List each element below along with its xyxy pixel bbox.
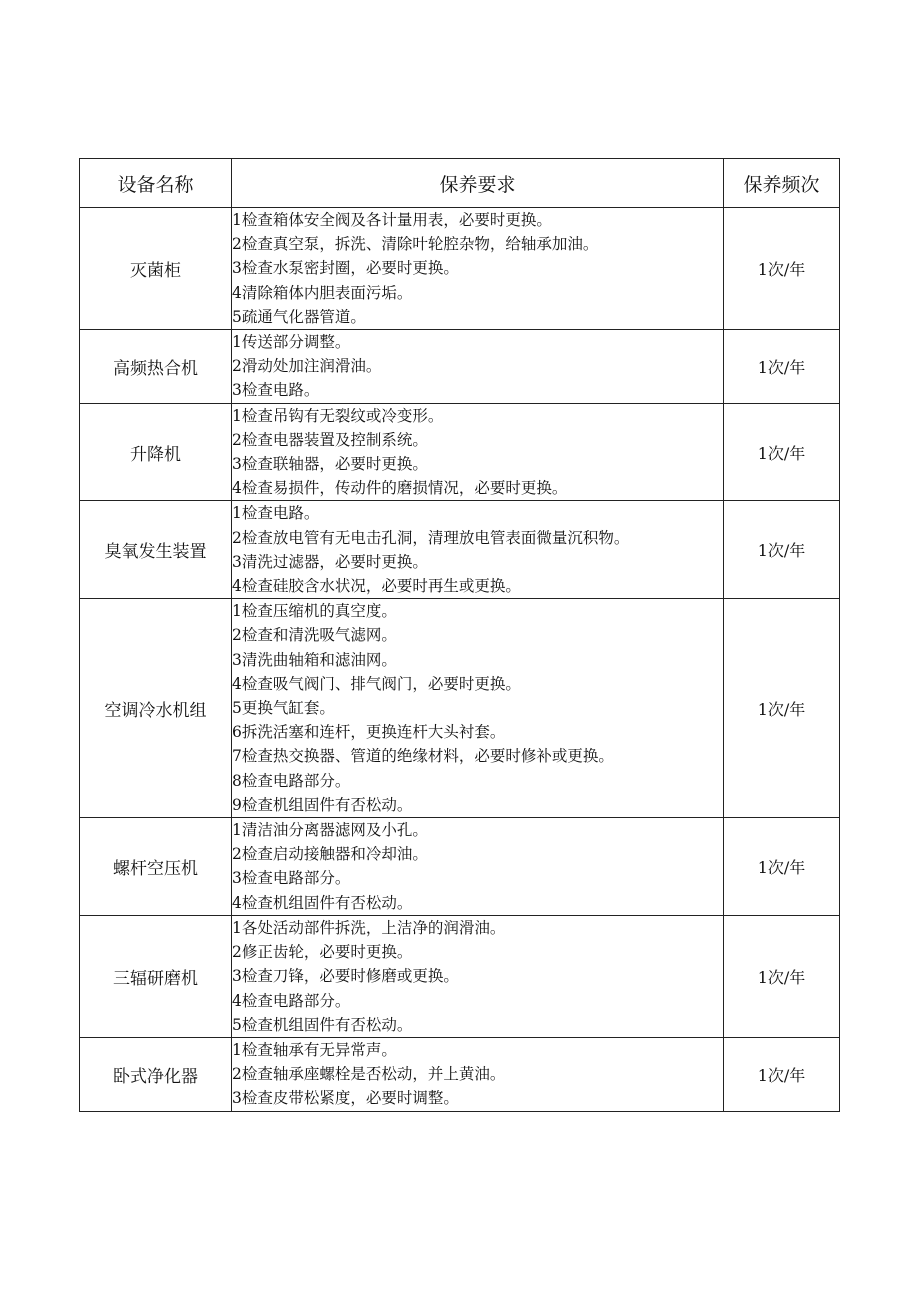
requirement-item: 2检查和清洗吸气滤网。 <box>232 626 397 645</box>
equipment-name: 卧式净化器 <box>80 1037 232 1111</box>
requirement-list <box>232 818 724 916</box>
table-row <box>80 501 840 599</box>
requirement-item: 2检查真空泵，拆洗、清除叶轮腔杂物，给轴承加油。 <box>232 235 599 254</box>
frequency: 1次/年 <box>724 818 840 916</box>
frequency: 1次/年 <box>724 501 840 599</box>
requirement-list <box>232 208 724 330</box>
equipment-name: 升降机 <box>80 403 232 501</box>
table-row <box>80 208 840 330</box>
table-row <box>80 330 840 404</box>
frequency: 1次/年 <box>724 1037 840 1111</box>
frequency: 1次/年 <box>724 599 840 818</box>
requirement-item: 1检查轴承有无异常声。 <box>232 1040 397 1059</box>
requirement-item: 1检查压缩机的真空度。 <box>232 602 397 621</box>
table-row <box>80 818 840 916</box>
requirement-item: 4清除箱体内胆表面污垢。 <box>232 283 413 302</box>
requirement-item: 5疏通气化器管道。 <box>232 307 366 326</box>
requirement-item: 1传送部分调整。 <box>232 333 351 352</box>
requirement-item: 3检查电路。 <box>232 381 320 400</box>
table-row <box>80 915 840 1037</box>
requirement-item: 3检查联轴器，必要时更换。 <box>232 455 428 474</box>
requirement-item: 8检查电路部分。 <box>232 771 351 790</box>
requirement-item: 2滑动处加注润滑油。 <box>232 357 382 376</box>
requirement-item: 6拆洗活塞和连杆，更换连杆大头衬套。 <box>232 723 506 742</box>
header-maintenance-frequency: 保养频次 <box>724 159 840 208</box>
requirement-item: 3检查刀锋，必要时修磨或更换。 <box>232 967 459 986</box>
requirement-item: 1检查箱体安全阀及各计量用表，必要时更换。 <box>232 211 552 229</box>
requirement-list <box>232 599 724 818</box>
requirement-item: 1清洁油分离器滤网及小孔。 <box>232 821 428 840</box>
frequency: 1次/年 <box>724 208 840 330</box>
requirement-item: 3检查水泵密封圈，必要时更换。 <box>232 259 459 278</box>
requirement-item: 2检查启动接触器和冷却油。 <box>232 845 428 864</box>
requirement-item: 2检查放电管有无电击孔洞，清理放电管表面微量沉积物。 <box>232 528 630 547</box>
equipment-name: 空调冷水机组 <box>80 599 232 818</box>
requirement-item: 4检查电路部分。 <box>232 991 351 1010</box>
equipment-name: 臭氧发生装置 <box>80 501 232 599</box>
maintenance-table <box>79 158 840 1112</box>
requirement-item: 4检查易损件，传动件的磨损情况，必要时更换。 <box>232 479 568 498</box>
equipment-name: 三辐研磨机 <box>80 915 232 1037</box>
requirement-list <box>232 403 724 501</box>
equipment-name: 灭菌柜 <box>80 208 232 330</box>
table-row <box>80 403 840 501</box>
equipment-name: 螺杆空压机 <box>80 818 232 916</box>
requirement-item: 1检查电路。 <box>232 504 320 523</box>
requirement-item: 3检查皮带松紧度，必要时调整。 <box>232 1089 459 1108</box>
requirement-list <box>232 1037 724 1111</box>
requirement-list <box>232 330 724 404</box>
requirement-item: 1检查吊钩有无裂纹或冷变形。 <box>232 406 444 425</box>
requirement-item: 3清洗过滤器，必要时更换。 <box>232 552 428 571</box>
requirement-item: 4检查硅胶含水状况，必要时再生或更换。 <box>232 577 521 596</box>
requirement-item: 9检查机组固件有否松动。 <box>232 795 413 814</box>
header-row <box>80 159 840 208</box>
frequency: 1次/年 <box>724 403 840 501</box>
requirement-item: 2检查电器装置及控制系统。 <box>232 430 428 449</box>
requirement-list <box>232 501 724 599</box>
requirement-item: 3检查电路部分。 <box>232 869 351 888</box>
requirement-item: 2检查轴承座螺栓是否松动，并上黄油。 <box>232 1065 506 1084</box>
frequency: 1次/年 <box>724 330 840 404</box>
requirement-item: 5检查机组固件有否松动。 <box>232 1015 413 1034</box>
frequency: 1次/年 <box>724 915 840 1037</box>
requirement-item: 4检查吸气阀门、排气阀门，必要时更换。 <box>232 674 521 693</box>
equipment-name: 高频热合机 <box>80 330 232 404</box>
requirement-item: 4检查机组固件有否松动。 <box>232 893 413 912</box>
requirement-item: 5更换气缸套。 <box>232 699 335 718</box>
table-row <box>80 1037 840 1111</box>
table-row <box>80 599 840 818</box>
requirement-item: 7检查热交换器、管道的绝缘材料，必要时修补或更换。 <box>232 747 614 766</box>
requirement-item: 3清洗曲轴箱和滤油网。 <box>232 650 397 669</box>
header-equipment-name: 设备名称 <box>80 159 232 208</box>
requirement-item: 1各处活动部件拆洗，上洁净的润滑油。 <box>232 918 506 937</box>
header-maintenance-requirement: 保养要求 <box>232 159 724 208</box>
requirement-item: 2修正齿轮，必要时更换。 <box>232 943 413 962</box>
requirement-list <box>232 915 724 1037</box>
